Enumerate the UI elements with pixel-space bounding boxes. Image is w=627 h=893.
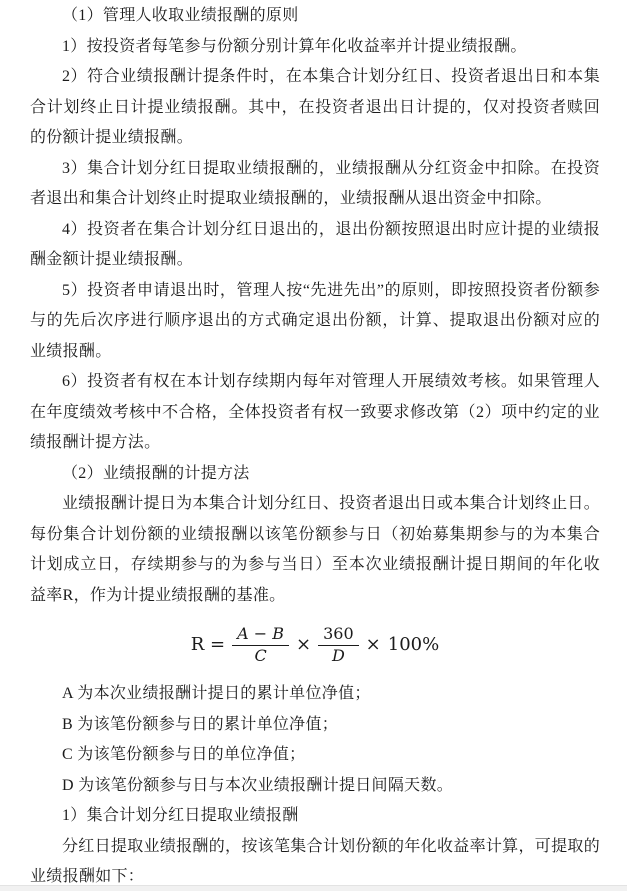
principle-item-1: 1）按投资者每笔参与份额分别计算年化收益率并计提业绩报酬。 [62, 37, 527, 55]
section-2-heading: （2）业绩报酬的计提方法 [62, 464, 250, 482]
fraction-1-numerator: A − B [232, 625, 289, 645]
formula-fraction-2 [318, 625, 359, 665]
fraction-2-denominator: D [331, 645, 345, 665]
fraction-1-denominator: C [254, 645, 267, 665]
principle-item-3: 3）集合计划分红日提取业绩报酬的，业绩报酬从分红资金中扣除。在投资者退出和集合计划终止时提取业绩报酬的，业绩报酬从退出资金中扣除。 [30, 159, 600, 207]
fraction-2-numerator: 360 [318, 625, 359, 645]
principle-item-5: 5）投资者申请退出时，管理人按“先进先出”的原则，即按照投资者份额参与的先后次序进行顺序退出的方式确定退出份额，计算、提取退出份额对应的业绩报酬。 [30, 281, 600, 360]
variable-definition-d: D 为该笔份额参与日与本次业绩报酬计提日间隔天数。 [62, 776, 454, 794]
annualized-return-formula [30, 611, 600, 679]
formula-fraction-1 [232, 625, 289, 665]
multiply-operator-2: × [365, 633, 381, 655]
principle-item-2: 2）符合业绩报酬计提条件时，在本集合计划分红日、投资者退出日和本集合计划终止日计提业绩报酬。其中，在投资者退出日计提的，仅对投资者赎回的份额计提业绩报酬。 [30, 68, 600, 146]
section-1-heading: （1）管理人收取业绩报酬的原则 [62, 7, 299, 24]
variable-definition-a: A 为本次业绩报酬计提日的累计单位净值； [62, 685, 371, 702]
formula-percent-term: 100% [387, 633, 440, 655]
subsection-1-heading: 1）集合计划分红日提取业绩报酬 [62, 807, 299, 824]
multiply-operator-1: × [296, 633, 312, 655]
method-intro-paragraph: 业绩报酬计提日为本集合计划分红日、投资者退出日或本集合计划终止日。每份集合计划份额的业绩报酬以该笔份额参与日（初始募集期参与的为本集合计划成立日，存续期参与的为参与当日）至本次业绩报酬计提日期间的年化收益率R，作为计提业绩报酬的基准。 [30, 495, 600, 604]
page-bottom-edge [0, 885, 627, 891]
variable-definition-b: B 为该笔份额参与日的累计单位净值； [62, 715, 339, 733]
principle-item-4: 4）投资者在集合计划分红日退出的，退出份额按照退出时应计提的业绩报酬金额计提业绩报酬。 [30, 220, 600, 268]
variable-definition-c: C 为该笔份额参与日的单位净值； [62, 746, 306, 763]
principle-item-6: 6）投资者有权在本计划存续期内每年对管理人开展绩效考核。如果管理人在年度绩效考核中不合格，全体投资者有权一致要求修改第（2）项中约定的业绩报酬计提方法。 [30, 373, 600, 451]
formula-lhs: R = [190, 633, 226, 655]
dividend-day-paragraph: 分红日提取业绩报酬的，按该笔集合计划份额的年化收益率计算，可提取的业绩报酬如下： [30, 837, 600, 885]
